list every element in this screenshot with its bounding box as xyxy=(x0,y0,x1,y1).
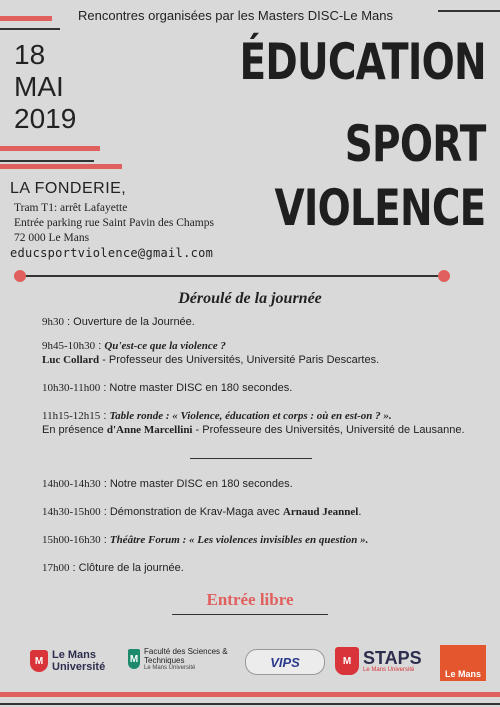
program-item-5: 14h00-14h30 : Notre master DISC en 180 secondes. xyxy=(42,478,293,490)
shield-icon: M xyxy=(30,650,48,672)
program-time: 11h15-12h15 xyxy=(42,410,101,422)
program-time: 14h00-14h30 xyxy=(42,478,101,490)
logo-text: Le Mans Université xyxy=(52,649,106,673)
logo-text: Le Mans xyxy=(444,669,481,679)
speaker-name: Luc Collard xyxy=(42,354,100,366)
program-item-2-speaker: Luc Collard - Professeur des Universités, Université Paris Descartes. xyxy=(42,354,380,366)
city-logo-badge xyxy=(440,645,486,681)
program-item-3: 10h30-11h00 : Notre master DISC en 180 secondes. xyxy=(42,382,293,394)
venue-city: 72 000 Le Mans xyxy=(14,232,90,244)
logo-text: VIPS xyxy=(270,654,300,670)
program-item-6: 14h30-15h00 : Démonstration de Krav-Maga avec Arnaud Jeannel. xyxy=(42,506,362,518)
program-time: 9h45-10h30 xyxy=(42,340,96,352)
shield-icon: M xyxy=(335,647,359,675)
logo-text: Faculté des Sciences & Techniques xyxy=(144,647,228,665)
logo-text: STAPS xyxy=(363,648,422,668)
shield-icon: M xyxy=(128,649,140,669)
program-item-7: 15h00-16h30 : Théâtre Forum : « Les violences invisibles en question ». xyxy=(42,534,369,546)
date-day: 18 xyxy=(14,39,46,70)
headline-violence: VIOLENCE xyxy=(274,179,486,237)
headline-sport: SPORT xyxy=(345,115,486,173)
program-item-1: 9h30 : Ouverture de la Journée. xyxy=(42,316,195,328)
program-item-2: 9h45-10h30 : Qu'est-ce que la violence ? xyxy=(42,340,226,352)
venue-email[interactable]: educsportviolence@gmail.com xyxy=(10,246,214,260)
logo-subtext: Le Mans Université xyxy=(363,667,415,673)
free-entry-label: Entrée libre xyxy=(206,590,294,609)
program-item-4-speaker: En présence d'Anne Marcellini - Professeure des Universités, Université de Lausanne. xyxy=(42,424,465,436)
top-right-dark-bar xyxy=(438,10,500,12)
logo-subtext: Le Mans Université xyxy=(144,665,196,671)
left-red-bar-1 xyxy=(0,146,100,151)
venue-entrance: Entrée parking rue Saint Pavin des Champs xyxy=(14,217,214,229)
top-left-red-bar xyxy=(0,16,52,21)
left-red-bar-2 xyxy=(0,164,122,169)
logo-fst xyxy=(128,647,234,671)
separator-dot-left xyxy=(14,270,26,282)
program-item-4: 11h15-12h15 : Table ronde : « Violence, éducation et corps : où en est-on ? ». xyxy=(42,410,392,422)
headline-education: ÉDUCATION xyxy=(239,33,486,91)
program-title: Déroulé de la journée xyxy=(178,290,322,307)
program-time: 9h30 xyxy=(42,316,64,328)
program-divider xyxy=(190,458,312,459)
entry-underline xyxy=(172,614,328,615)
program-time: 14h30-15h00 xyxy=(42,506,101,518)
program-time: 17h00 xyxy=(42,562,70,574)
logo-staps xyxy=(335,647,422,675)
program-topic: Qu'est-ce que la violence ? xyxy=(104,340,226,352)
date-year: 2019 xyxy=(14,103,77,134)
logo-le-mans-universite xyxy=(30,649,118,673)
program-topic: Table ronde : « Violence, éducation et corps : où en est-on ? ». xyxy=(109,410,392,422)
logo-vips xyxy=(245,649,325,675)
program-item-8: 17h00 : Clôture de la journée. xyxy=(42,562,184,574)
bottom-dark-bar xyxy=(0,703,500,705)
organizer-subtitle: Rencontres organisées par les Masters DISC-Le Mans xyxy=(78,8,394,23)
bottom-red-bar xyxy=(0,692,500,697)
separator-dot-right xyxy=(438,270,450,282)
program-time: 10h30-11h00 xyxy=(42,382,101,394)
vips-badge xyxy=(245,649,325,675)
logo-le-mans-ville xyxy=(440,645,486,681)
program-time: 15h00-16h30 xyxy=(42,534,101,546)
speaker-name: Arnaud Jeannel xyxy=(282,506,359,518)
separator-line xyxy=(20,275,440,277)
top-left-dark-bar xyxy=(0,28,60,30)
program-topic: Théâtre Forum : « Les violences invisibles en question ». xyxy=(109,534,369,546)
left-dark-bar xyxy=(0,160,94,162)
partner-logos xyxy=(0,645,500,685)
venue-name: LA FONDERIE, xyxy=(10,180,127,197)
speaker-name: d'Anne Marcellini xyxy=(106,424,193,436)
date-month: MAI xyxy=(14,71,64,102)
venue-tram: Tram T1: arrêt Lafayette xyxy=(14,202,128,214)
